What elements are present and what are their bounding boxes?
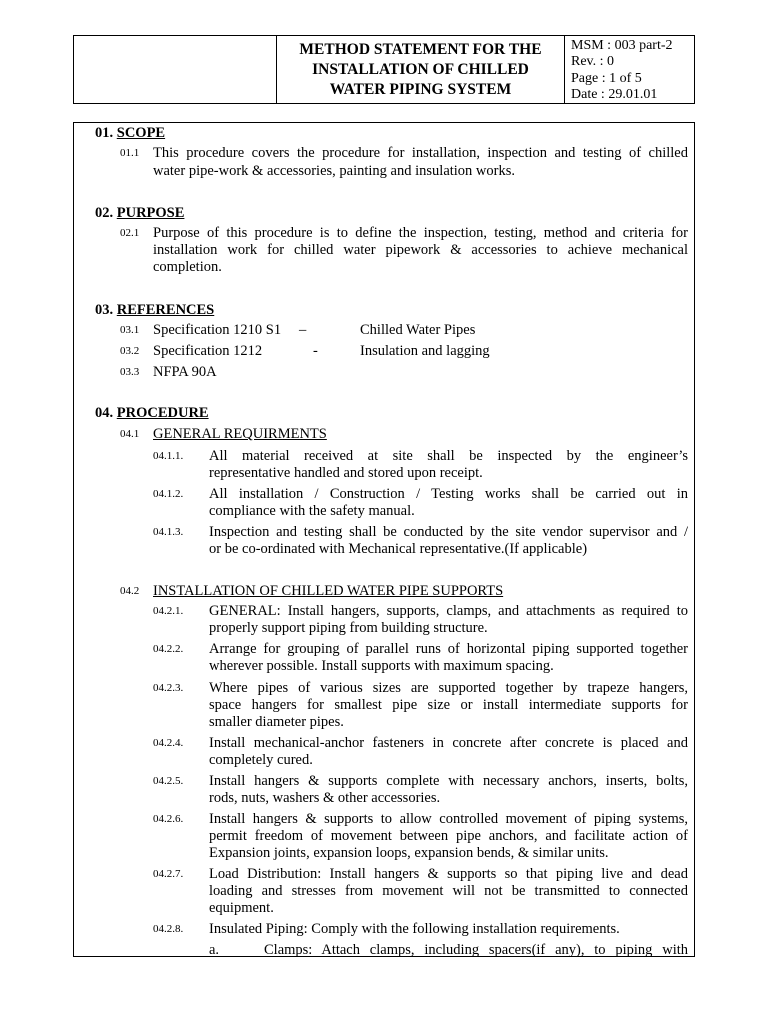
item-number: 04.1.2. <box>153 488 184 500</box>
item-number: 04.2 <box>120 585 140 597</box>
reference-dash: - <box>313 343 318 359</box>
paragraph-line: representative handled and stored upon receipt. <box>209 465 483 481</box>
logo-cell <box>74 36 277 103</box>
item-number: 04.2.4. <box>153 737 184 749</box>
doc-revision: Rev. : 0 <box>571 54 615 70</box>
reference-spec: Specification 1212 <box>153 343 263 359</box>
paragraph-line: Load Distribution: Install hangers & supports so that piping live and dead <box>209 866 688 882</box>
paragraph-line: Clamps: Attach clamps, including spacers(if any), to piping with <box>264 942 688 958</box>
item-number: 04.1.1. <box>153 450 184 462</box>
paragraph-line: Expansion joints, expansion loops, expansion bends, & similar units. <box>209 845 609 861</box>
reference-desc: Insulation and lagging <box>360 343 490 359</box>
subsection-heading: INSTALLATION OF CHILLED WATER PIPE SUPPORTS <box>153 583 504 599</box>
paragraph-line: Arrange for grouping of parallel runs of horizontal piping supported together <box>209 641 688 657</box>
item-number: 04.2.5. <box>153 775 184 787</box>
doc-page: Page : 1 of 5 <box>571 70 642 86</box>
item-number: 03.1 <box>120 324 140 336</box>
item-number: 04.2.7. <box>153 868 184 880</box>
item-number: 04.2.8. <box>153 923 184 935</box>
document-title: METHOD STATEMENT FOR THE INSTALLATION OF CHILLED WATER PIPING SYSTEM <box>277 36 565 103</box>
paragraph-line: loading and stresses from movement will not be transmitted to connected <box>209 883 688 899</box>
reference-spec: Specification 1210 S1 <box>153 322 282 338</box>
paragraph-line: permit freedom of movement between pipe anchors, and facilitate action of <box>209 828 688 844</box>
item-number: 04.1 <box>120 428 140 440</box>
paragraph-line: completely cured. <box>209 752 313 768</box>
paragraph-line: Where pipes of various sizes are supported together by trapeze hangers, <box>209 680 688 696</box>
paragraph-line: All material received at site shall be inspected by the engineer’s <box>209 448 688 464</box>
doc-date: Date : 29.01.01 <box>571 87 658 103</box>
paragraph-line: Purpose of this procedure is to define the inspection, testing, method and criteria for <box>153 225 688 241</box>
section-heading-purpose: 02. PURPOSE <box>95 205 185 221</box>
paragraph-line: compliance with the safety manual. <box>209 503 415 519</box>
item-number: 03.2 <box>120 345 140 357</box>
paragraph-line: GENERAL: Install hangers, supports, clamps, and attachments as required to <box>209 603 688 619</box>
paragraph-line: Insulated Piping: Comply with the following installation requirements. <box>209 921 620 937</box>
paragraph-line: Inspection and testing shall be conducted by the site vendor supervisor and / <box>209 524 688 540</box>
sub-item-letter: a. <box>209 942 220 958</box>
item-number: 02.1 <box>120 227 140 239</box>
paragraph-line: Install hangers & supports to allow controlled movement of piping systems, <box>209 811 688 827</box>
subsection-heading: GENERAL REQUIRMENTS <box>153 426 327 442</box>
paragraph-line: This procedure covers the procedure for installation, inspection and testing of chilled <box>153 145 688 161</box>
reference-desc: Chilled Water Pipes <box>360 322 476 338</box>
section-heading-references: 03. REFERENCES <box>95 302 215 318</box>
header-table <box>73 35 695 104</box>
paragraph-line: properly support piping from building structure. <box>209 620 488 636</box>
item-number: 03.3 <box>120 366 140 378</box>
item-number: 01.1 <box>120 147 140 159</box>
section-heading-procedure: 04. PROCEDURE <box>95 405 209 421</box>
item-number: 04.2.2. <box>153 643 184 655</box>
paragraph-line: water pipe-work & accessories, painting and insulation works. <box>153 163 516 179</box>
paragraph-line: completion. <box>153 259 222 275</box>
paragraph-line: equipment. <box>209 900 274 916</box>
paragraph-line: or be co-ordinated with Mechanical representative.(If applicable) <box>209 541 588 557</box>
paragraph-line: All installation / Construction / Testing works shall be carried out in <box>209 486 688 502</box>
paragraph-line: installation work for chilled water pipework & accessories to achieve mechanical <box>153 242 688 258</box>
paragraph-line: smaller diameter pipes. <box>209 714 344 730</box>
item-number: 04.2.1. <box>153 605 184 617</box>
item-number: 04.2.3. <box>153 682 184 694</box>
paragraph-line: Install mechanical-anchor fasteners in concrete after concrete is placed and <box>209 735 688 751</box>
paragraph-line: wherever possible. Install supports with maximum spacing. <box>209 658 554 674</box>
section-heading-scope: 01. SCOPE <box>95 125 166 141</box>
document-meta <box>571 38 673 104</box>
reference-dash: – <box>299 322 307 338</box>
doc-number: MSM : 003 part-2 <box>571 38 673 53</box>
paragraph-line: Install hangers & supports complete with necessary anchors, inserts, bolts, <box>209 773 688 789</box>
item-number: 04.2.6. <box>153 813 184 825</box>
paragraph-line: space hangers for smallest pipe size or install intermediate supports for <box>209 697 688 713</box>
item-number: 04.1.3. <box>153 526 184 538</box>
paragraph-line: rods, nuts, washers & other accessories. <box>209 790 441 806</box>
reference-spec: NFPA 90A <box>153 364 217 380</box>
